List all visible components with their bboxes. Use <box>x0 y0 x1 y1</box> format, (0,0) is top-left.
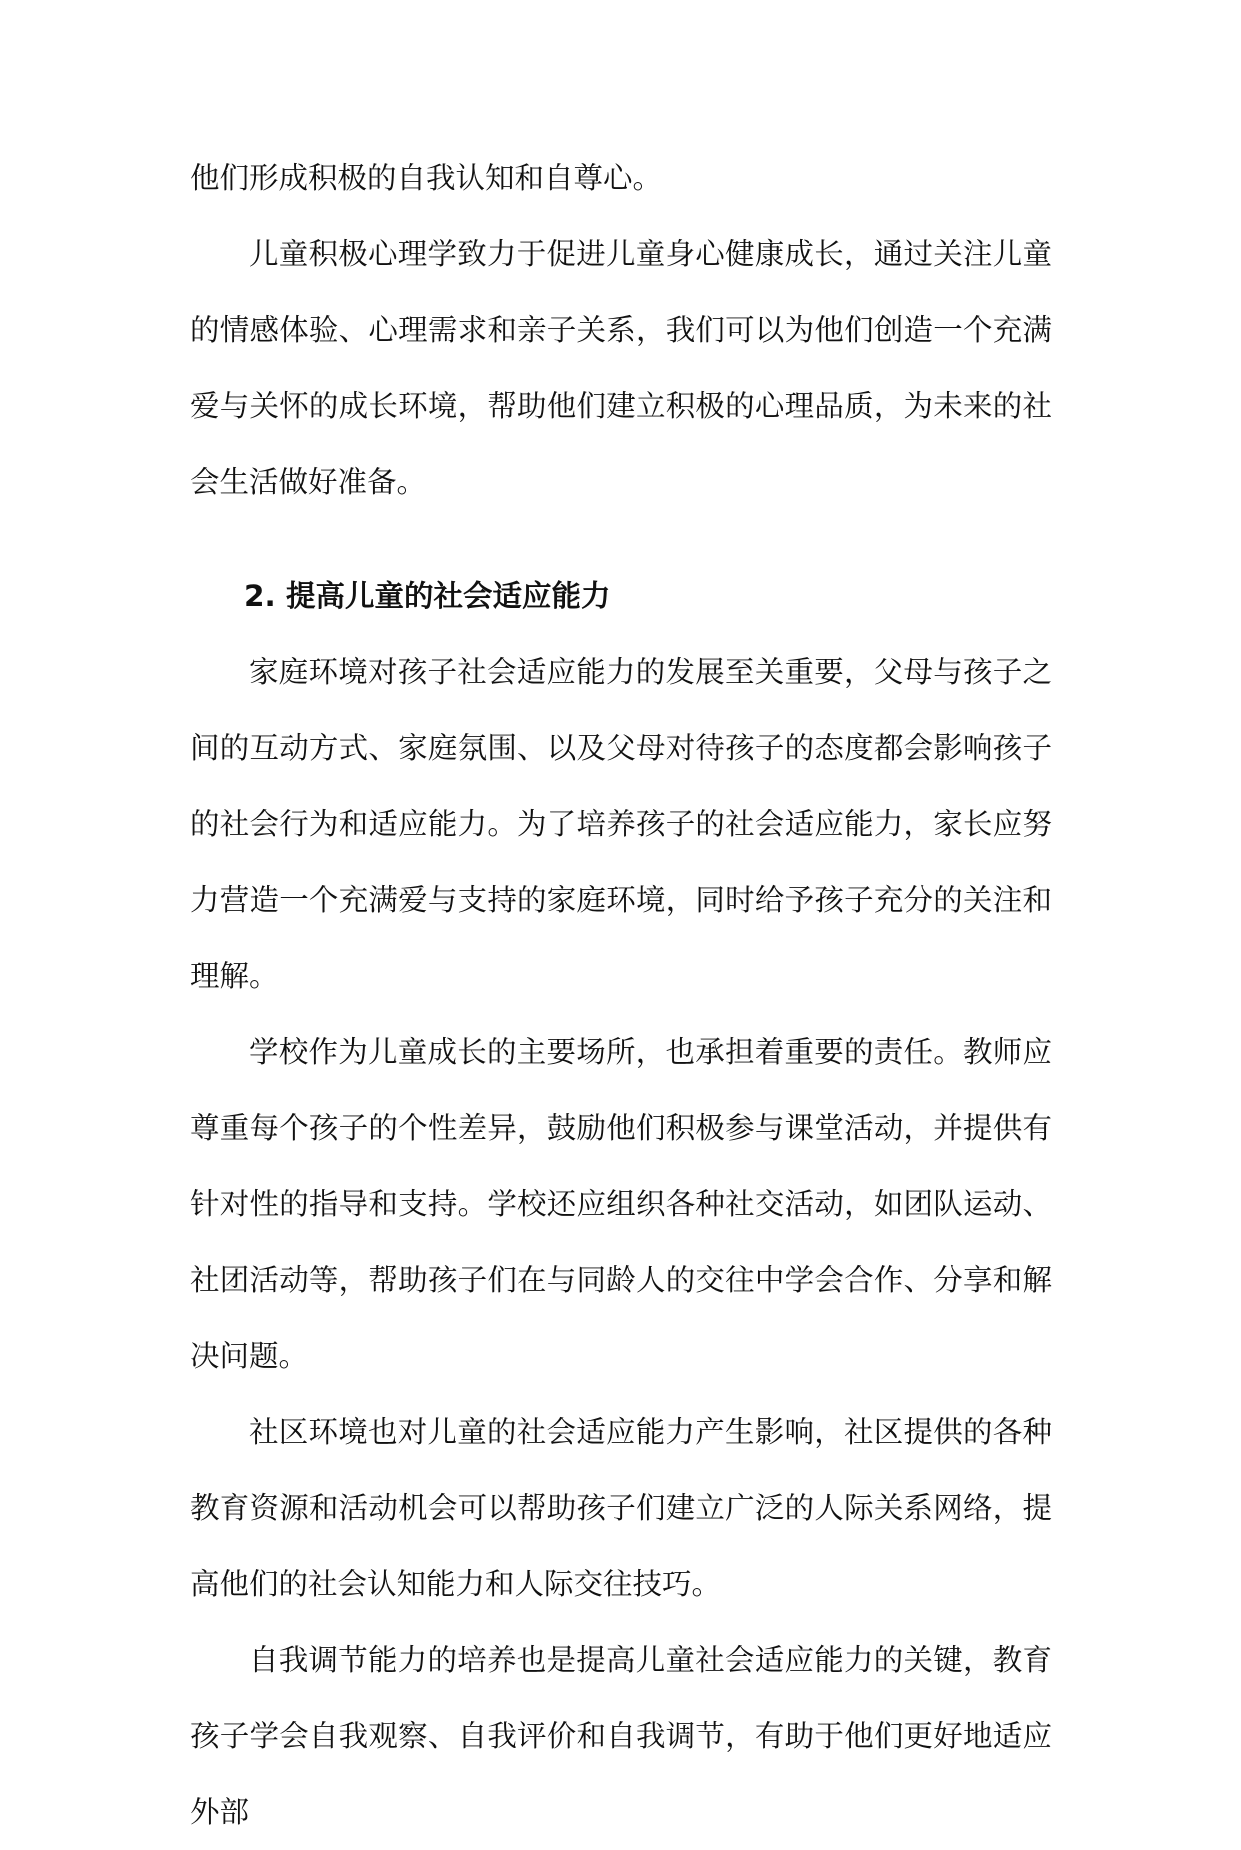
paragraph-community-environment: 社区环境也对儿童的社会适应能力产生影响，社区提供的各种教育资源和活动机会可以帮助孩子们建立广泛的人际关系网络，提高他们的社会认知能力和人际交往技巧。 <box>190 1415 1052 1601</box>
paragraph-continuation: 他们形成积极的自我认知和自尊心。 <box>190 161 663 195</box>
paragraph-positive-psychology: 儿童积极心理学致力于促进儿童身心健康成长，通过关注儿童的情感体验、心理需求和亲子关系，我们可以为他们创造一个充满爱与关怀的成长环境，帮助他们建立积极的心理品质，为未来的社会生活做好准备。 <box>190 237 1052 499</box>
paragraph-school-role: 学校作为儿童成长的主要场所，也承担着重要的责任。教师应尊重每个孩子的个性差异，鼓励他们积极参与课堂活动，并提供有针对性的指导和支持。学校还应组织各种社交活动，如团队运动、社团活动等，帮助孩子们在与同龄人的交往中学会合作、分享和解决问题。 <box>190 1035 1052 1373</box>
paragraph-family-environment: 家庭环境对孩子社会适应能力的发展至关重要，父母与孩子之间的互动方式、家庭氛围、以及父母对待孩子的态度都会影响孩子的社会行为和适应能力。为了培养孩子的社会适应能力，家长应努力营造一个充满爱与支持的家庭环境，同时给予孩子充分的关注和理解。 <box>190 655 1052 993</box>
document-body <box>190 140 1052 1850</box>
section-heading: 2. 提高儿童的社会适应能力 <box>244 579 611 613</box>
paragraph-self-regulation: 自我调节能力的培养也是提高儿童社会适应能力的关键，教育孩子学会自我观察、自我评价和自我调节，有助于他们更好地适应外部 <box>190 1643 1052 1829</box>
